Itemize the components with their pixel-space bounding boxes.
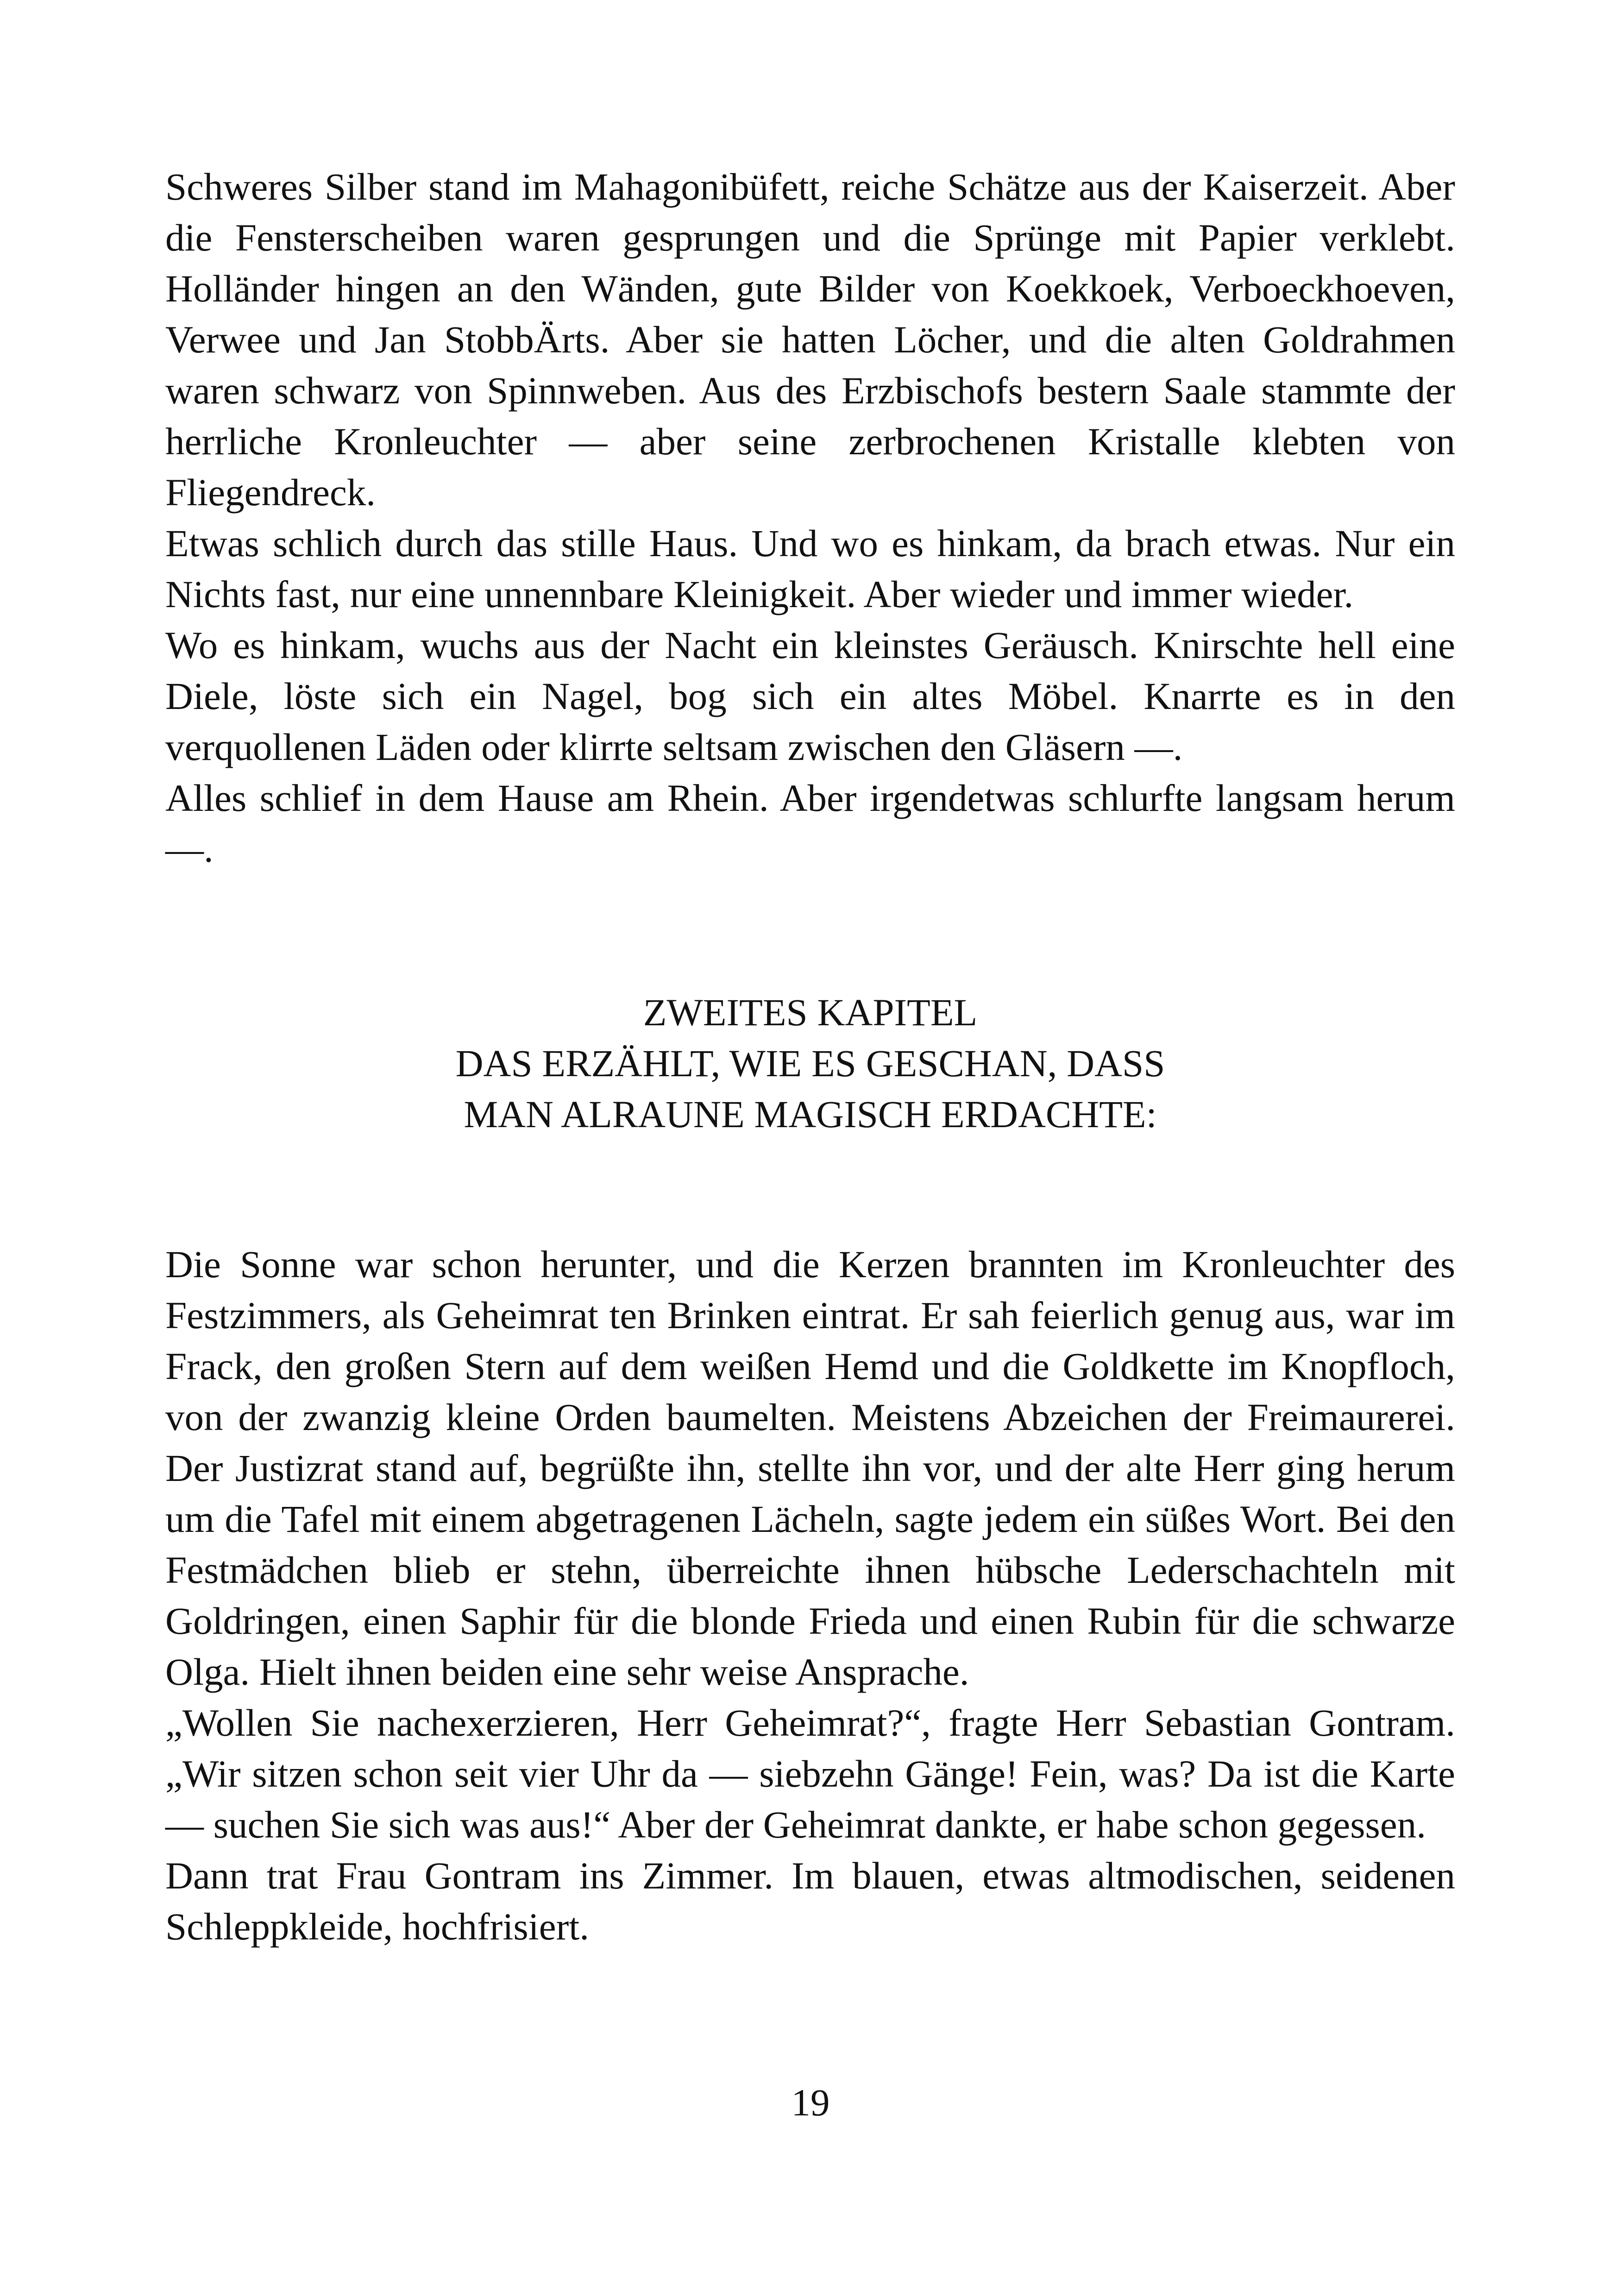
page-number: 19	[791, 2081, 830, 2124]
paragraph: Alles schlief in dem Hause am Rhein. Aber irgendetwas schlurfte langsam herum —.	[165, 777, 1455, 870]
paragraph: Schweres Silber stand im Mahagonibüfett, reiche Schätze aus der Kaiserzeit. Aber die Fensterscheiben waren gesprungen und die Sprünge mit Papier verklebt. Holländer hingen an den Wänden, gute Bilder von Koekkoek, Verboeckhoeven, Verwee und Jan StobbÄrts. Aber sie hatten Löcher, und die alten Goldrahmen waren schwarz von Spinnweben. Aus des Erzbischofs bestern Saale stammte der herrliche Kronleuchter — aber seine zerbrochenen Kristalle klebten von Fliegendreck.	[165, 165, 1455, 514]
chapter-heading	[165, 987, 1455, 1140]
paragraph: Wo es hinkam, wuchs aus der Nacht ein kleinstes Geräusch. Knirschte hell eine Diele, löste sich ein Nagel, bog sich ein altes Möbel. Knarrte es in den verquollenen Läden oder klirrte seltsam zwischen den Gläsern —.	[165, 624, 1455, 768]
paragraph: Etwas schlich durch das stille Haus. Und wo es hinkam, da brach etwas. Nur ein Nichts fast, nur eine unnennbare Kleinigkeit. Aber wieder und immer wieder.	[165, 522, 1455, 615]
paragraph: „Wollen Sie nachexerzieren, Herr Geheimrat?“, fragte Herr Sebastian Gontram. „Wir sitzen schon seit vier Uhr da — siebzehn Gänge! Fein, was? Da ist die Karte — suchen Sie sich was aus!“ Aber der Geheimrat dankte, er habe schon gegessen.	[165, 1701, 1455, 1846]
paragraph: Die Sonne war schon herunter, und die Kerzen brannten im Kronleuchter des Festzimmers, als Geheimrat ten Brinken eintrat. Er sah feierlich genug aus, war im Frack, den großen Stern auf dem weißen Hemd und die Goldkette im Knopfloch, von der zwanzig kleine Orden baumelten. Meistens Abzeichen der Freimaurerei. Der Justizrat stand auf, begrüßte ihn, stellte ihn vor, und der alte Herr ging herum um die Tafel mit einem abgetragenen Lächeln, sagte jedem ein süßes Wort. Bei den Festmädchen blieb er stehn, überreichte ihnen hübsche Lederschachteln mit Goldringen, einen Saphir für die blonde Frieda und einen Rubin für die schwarze Olga. Hielt ihnen beiden eine sehr weise Ansprache.	[165, 1243, 1455, 1693]
text-section-top	[165, 161, 1455, 874]
chapter-title: ZWEITES KAPITEL	[643, 991, 978, 1034]
paragraph: Dann trat Frau Gontram ins Zimmer. Im blauen, etwas altmodischen, seidenen Schleppkleide, hochfrisiert.	[165, 1854, 1455, 1948]
chapter-subtitle-line: DAS ERZÄHLT, WIE ES GESCHAN, DASS	[455, 1042, 1165, 1085]
text-section-bottom	[165, 1239, 1455, 1952]
chapter-subtitle-line: MAN ALRAUNE MAGISCH ERDACHTE:	[464, 1093, 1157, 1135]
